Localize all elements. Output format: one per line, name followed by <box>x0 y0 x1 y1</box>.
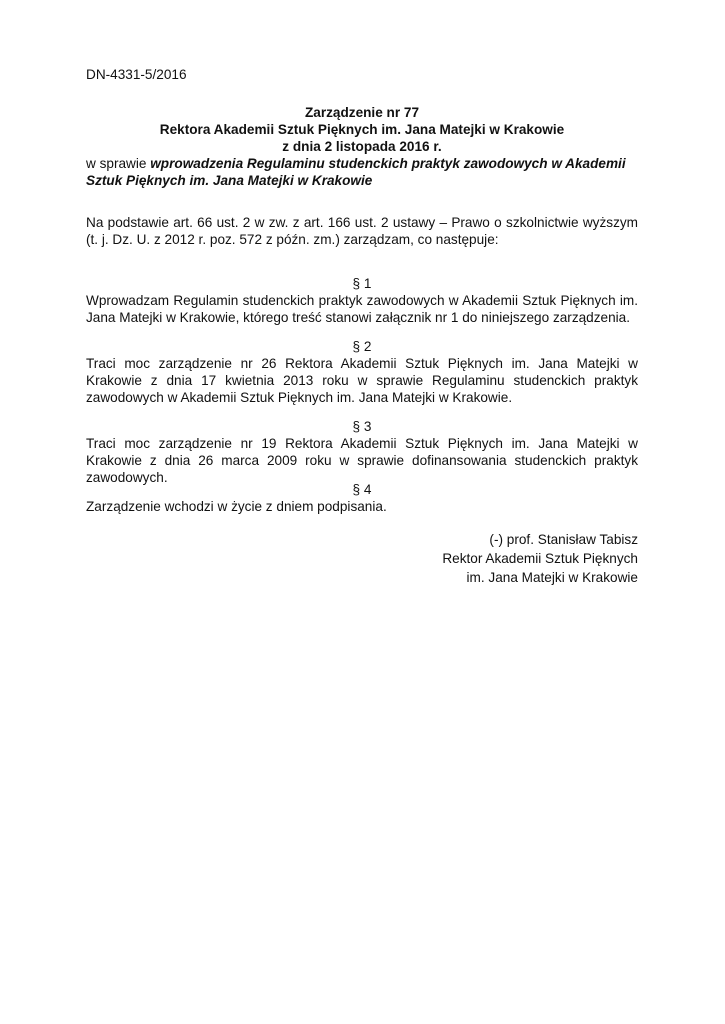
header-title: Zarządzenie nr 77 <box>304 105 420 120</box>
signature-block <box>442 531 638 588</box>
section-text: Zarządzenie wchodzi w życie z dniem podpisania. <box>86 499 387 514</box>
subject-text: wprowadzenia Regulaminu studenckich praktyk zawodowych w Akademii Sztuk Pięknych im. Jana Matejki w Krakowie <box>86 156 626 188</box>
header-issuer: Rektora Akademii Sztuk Pięknych im. Jana Matejki w Krakowie <box>159 122 565 137</box>
section-text: Traci moc zarządzenie nr 19 Rektora Akademii Sztuk Pięknych im. Jana Matejki w Krakowie z dnia 26 marca 2009 roku w sprawie dofinansowania studenckich praktyk zawodowych. <box>86 436 638 485</box>
section-4 <box>86 481 638 515</box>
reference-number: DN-4331-5/2016 <box>86 67 187 82</box>
signatory-title: Rektor Akademii Sztuk Pięknych <box>442 551 638 566</box>
legal-basis: Na podstawie art. 66 ust. 2 w zw. z art. 166 ust. 2 ustawy – Prawo o szkolnictwie wyższym (t. j. Dz. U. z 2012 r. poz. 572 z późn. zm.) zarządzam, co następuje: <box>86 215 638 247</box>
subject-prefix: w sprawie <box>86 156 151 171</box>
header-date: z dnia 2 listopada 2016 r. <box>282 139 442 154</box>
signatory-name: (-) prof. Stanisław Tabisz <box>489 532 638 547</box>
section-number: § 3 <box>352 419 372 434</box>
section-3 <box>86 418 638 486</box>
section-number: § 2 <box>352 339 372 354</box>
section-number: § 1 <box>352 276 372 291</box>
section-text: Traci moc zarządzenie nr 26 Rektora Akademii Sztuk Pięknych im. Jana Matejki w Krakowie z dnia 17 kwietnia 2013 roku w sprawie Regulaminu studenckich praktyk zawodowych w Akademii Sztuk Pięknych im. Jana Matejki w Krakowie. <box>86 356 638 405</box>
section-2 <box>86 338 638 406</box>
section-1 <box>86 275 638 326</box>
section-number: § 4 <box>352 482 372 497</box>
subject <box>86 155 638 189</box>
signatory-institution: im. Jana Matejki w Krakowie <box>466 570 638 585</box>
document-header <box>86 104 638 155</box>
section-text: Wprowadzam Regulamin studenckich praktyk zawodowych w Akademii Sztuk Pięknych im. Jana Matejki w Krakowie, którego treść stanowi załącznik nr 1 do niniejszego zarządzenia. <box>86 293 638 325</box>
